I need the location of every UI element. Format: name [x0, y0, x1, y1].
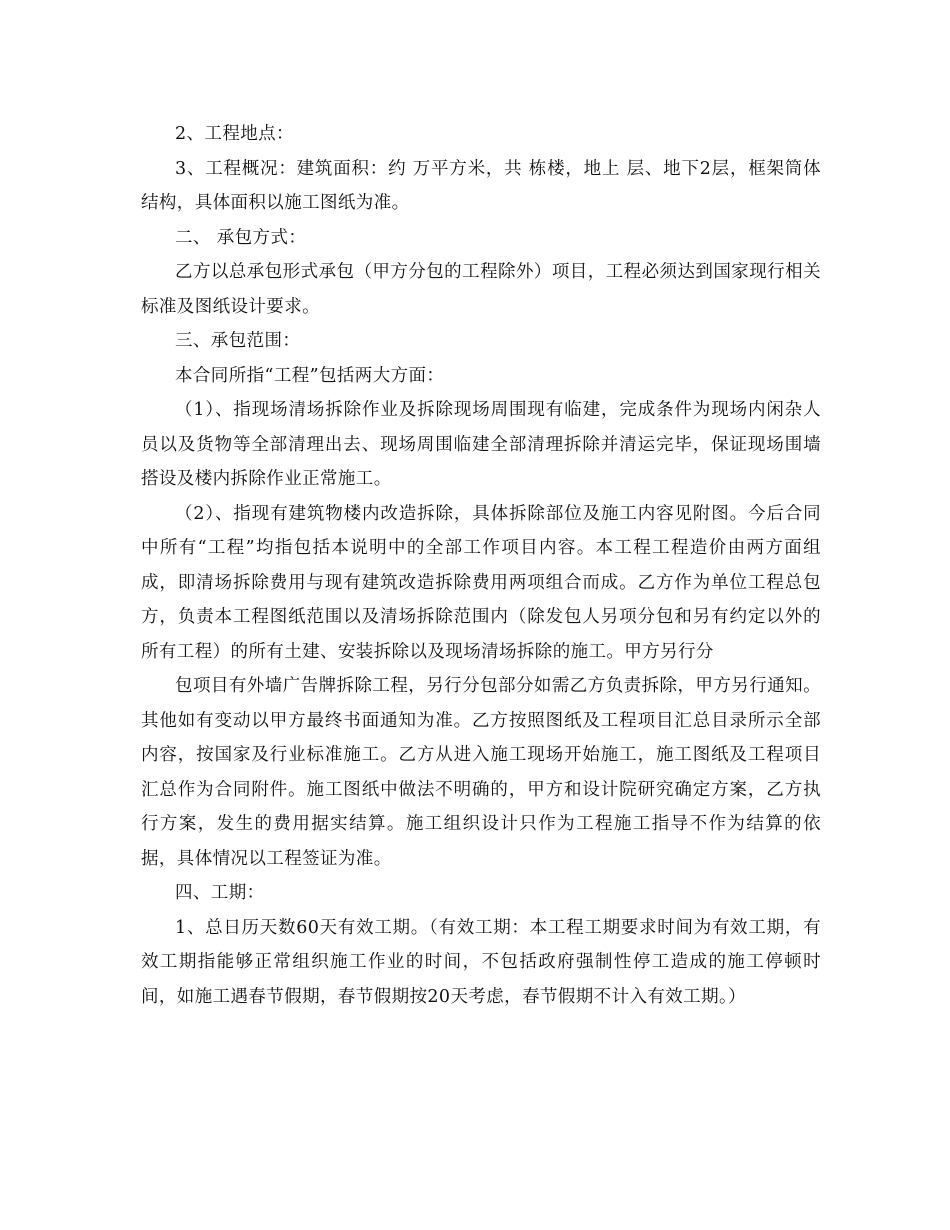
heading-contract-method: 二、 承包方式：: [175, 227, 307, 248]
heading-construction-period: 四、工期：: [175, 883, 265, 903]
paragraph-project-location: 2、工程地点：: [175, 124, 294, 144]
paragraph-scope-item-2: （2）、指现有建筑物楼内改造拆除，具体拆除部位及施工内容见附图。今后合同中所有“工程”均指包括本说明中的全部工作项目内容。本工程工程造价由两方面组成，即清场拆除费用与现有建筑改造拆除费用两项组合而成。乙方作为单位工程总包方，负责本工程图纸范围以及清场拆除范围内（除发包人另项分包和另有约定以外的所有工程）的所有土建、安装拆除以及现场清场拆除的施工。甲方另行分: [141, 503, 821, 662]
paragraph-construction-period: 1、总日历天数60天有效工期。（有效工期：本工程工期要求时间为有效工期，有效工期指能够正常组织施工作业的时间，不包括政府强制性停工造成的施工停顿时间，如施工遇春节假期，春节假期按20天考虑，春节假期不计入有效工期。）: [141, 917, 821, 1007]
paragraph-scope-item-1: （1）、指现场清场拆除作业及拆除现场周围现有临建，完成条件为现场内闲杂人员以及货物等全部清理出去、现场周围临建全部清理拆除并清运完毕，保证现场围墙搭设及楼内拆除作业正常施工。: [141, 400, 821, 489]
paragraph-scope-intro: 本合同所指“工程”包括两大方面：: [175, 365, 445, 386]
paragraph-scope-continued: 包项目有外墙广告牌拆除工程，另行分包部分如需乙方负责拆除，甲方另行通知。其他如有变动以甲方最终书面通知为准。乙方按照图纸及工程项目汇总目录所示全部内容，按国家及行业标准施工。乙方从进入施工现场开始施工，施工图纸及工程项目汇总作为合同附件。施工图纸中做法不明确的，甲方和设计院研究确定方案，乙方执行方案，发生的费用据实结算。施工组织设计只作为工程施工指导不作为结算的依据，具体情况以工程签证为准。: [141, 676, 821, 869]
paragraph-project-overview: 3、工程概况：建筑面积：约 万平方米，共 栋楼，地上 层、地下2层，框架筒体结构，具体面积以施工图纸为准。: [141, 158, 821, 213]
heading-contract-scope: 三、承包范围：: [175, 331, 301, 351]
paragraph-contract-method: 乙方以总承包形式承包（甲方分包的工程除外）项目，工程必须达到国家现行相关标准及图纸设计要求。: [141, 262, 821, 317]
document-body: [141, 117, 821, 1014]
